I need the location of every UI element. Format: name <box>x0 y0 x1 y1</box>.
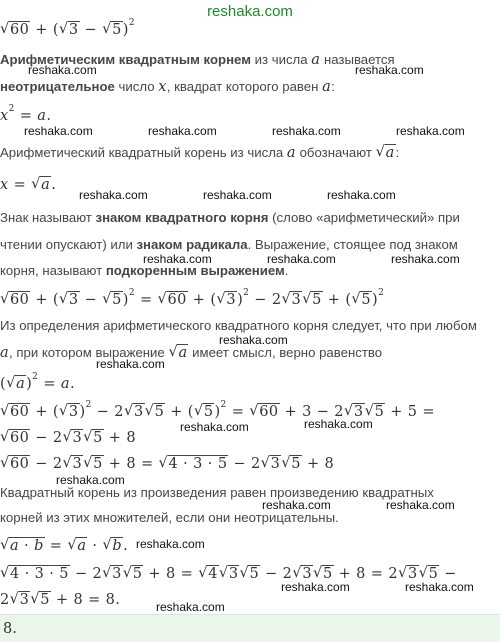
watermark: reshaka.com <box>219 333 288 347</box>
equation-step-2: √ 60 − 2√ 3√ 5 + 8 <box>0 430 136 446</box>
property-line-1: Из определения арифметического квадратного корня следует, что при любом <box>0 318 477 333</box>
definition-line-1: Арифметическим квадратным корнем из числа a называется <box>0 52 395 68</box>
watermark: reshaka.com <box>405 580 474 594</box>
watermark: reshaka.com <box>386 498 455 512</box>
answer-box: 8. <box>0 614 500 642</box>
site-title: reshaka.com <box>207 3 293 20</box>
equation-expand: √ 60 + (√ 3 − √ 5)$^2$ = √ 60 + (√ 3)$^2$ − 2√ 3√ 5 + (√ 5)$^2$ <box>0 292 384 308</box>
term-root-sign: знаком квадратного корня <box>95 210 269 225</box>
notation-text: Арифметический квадратный корень из числа a обозначают √ a: <box>0 145 399 161</box>
watermark: reshaka.com <box>56 473 125 487</box>
watermark: reshaka.com <box>355 63 424 77</box>
equation-step-4: √ 4 · 3 · 5 − 2√ 3√ 5 + 8 = √ 4√ 3√ 5 − 2√ 3√ 5 + 8 = 2√ 3√ 5 − <box>0 566 457 582</box>
equation-square: $x^2 = a$. <box>0 104 52 124</box>
watermark: reshaka.com <box>96 357 165 371</box>
watermark: reshaka.com <box>281 580 350 594</box>
equation-step-1: √ 60 + (√ 3)$^2$ − 2√ 3√ 5 + (√ 5)$^2$ = √ 60 + 3 − 2√ 3√ 5 + 5 = <box>0 404 435 420</box>
watermark: reshaka.com <box>272 124 341 138</box>
term-radical: знаком радикала <box>136 237 248 252</box>
watermark: reshaka.com <box>396 124 465 138</box>
watermark: reshaka.com <box>79 188 148 202</box>
watermark: reshaka.com <box>327 188 396 202</box>
equation-product-rule: √ a · b = √ a · √ b. <box>0 538 128 554</box>
equation-square-root: (√ a)$^2$ = a. <box>0 376 75 392</box>
definition-line-2: неотрицательное число x, квадрат которого равен a: <box>0 79 335 95</box>
problem-expression: √ 60 + (√ 3 − √ 5)$^2$ <box>0 22 135 38</box>
watermark: reshaka.com <box>391 252 460 266</box>
watermark: reshaka.com <box>156 600 225 614</box>
equation-step-5: 2√ 3√ 5 + 8 = 8. <box>0 592 120 608</box>
term-nonnegative: неотрицательное <box>0 79 115 94</box>
equation-root: x = √ a. <box>0 177 56 193</box>
equation-step-3: √ 60 − 2√ 3√ 5 + 8 = √ 4 · 3 · 5 − 2√ 3√ 5 + 8 <box>0 456 334 472</box>
term-radicand: подкоренным выражением <box>105 263 285 278</box>
sign-line-1: Знак называют знаком квадратного корня (слово «арифметический» при <box>0 210 460 225</box>
product-line-2: корней из этих множителей, если они неотрицательны. <box>0 510 339 525</box>
term-arithmetic-root: Арифметическим квадратным корнем <box>0 52 251 67</box>
watermark: reshaka.com <box>143 252 212 266</box>
watermark: reshaka.com <box>267 252 336 266</box>
product-line-1: Квадратный корень из произведения равен произведению квадратных <box>0 485 434 500</box>
watermark: reshaka.com <box>148 124 217 138</box>
sign-line-3: корня, называют подкоренным выражением. <box>0 263 289 278</box>
watermark: reshaka.com <box>136 537 205 551</box>
sign-line-2: чтении опускают) или знаком радикала. Выражение, стоящее под знаком <box>0 237 458 252</box>
watermark: reshaka.com <box>304 417 373 431</box>
watermark: reshaka.com <box>28 63 97 77</box>
property-line-2: a, при котором выражение √ a имеет смысл, верно равенство <box>0 345 382 361</box>
watermark: reshaka.com <box>180 420 249 434</box>
watermark: reshaka.com <box>24 124 93 138</box>
watermark: reshaka.com <box>262 498 331 512</box>
watermark: reshaka.com <box>203 188 272 202</box>
